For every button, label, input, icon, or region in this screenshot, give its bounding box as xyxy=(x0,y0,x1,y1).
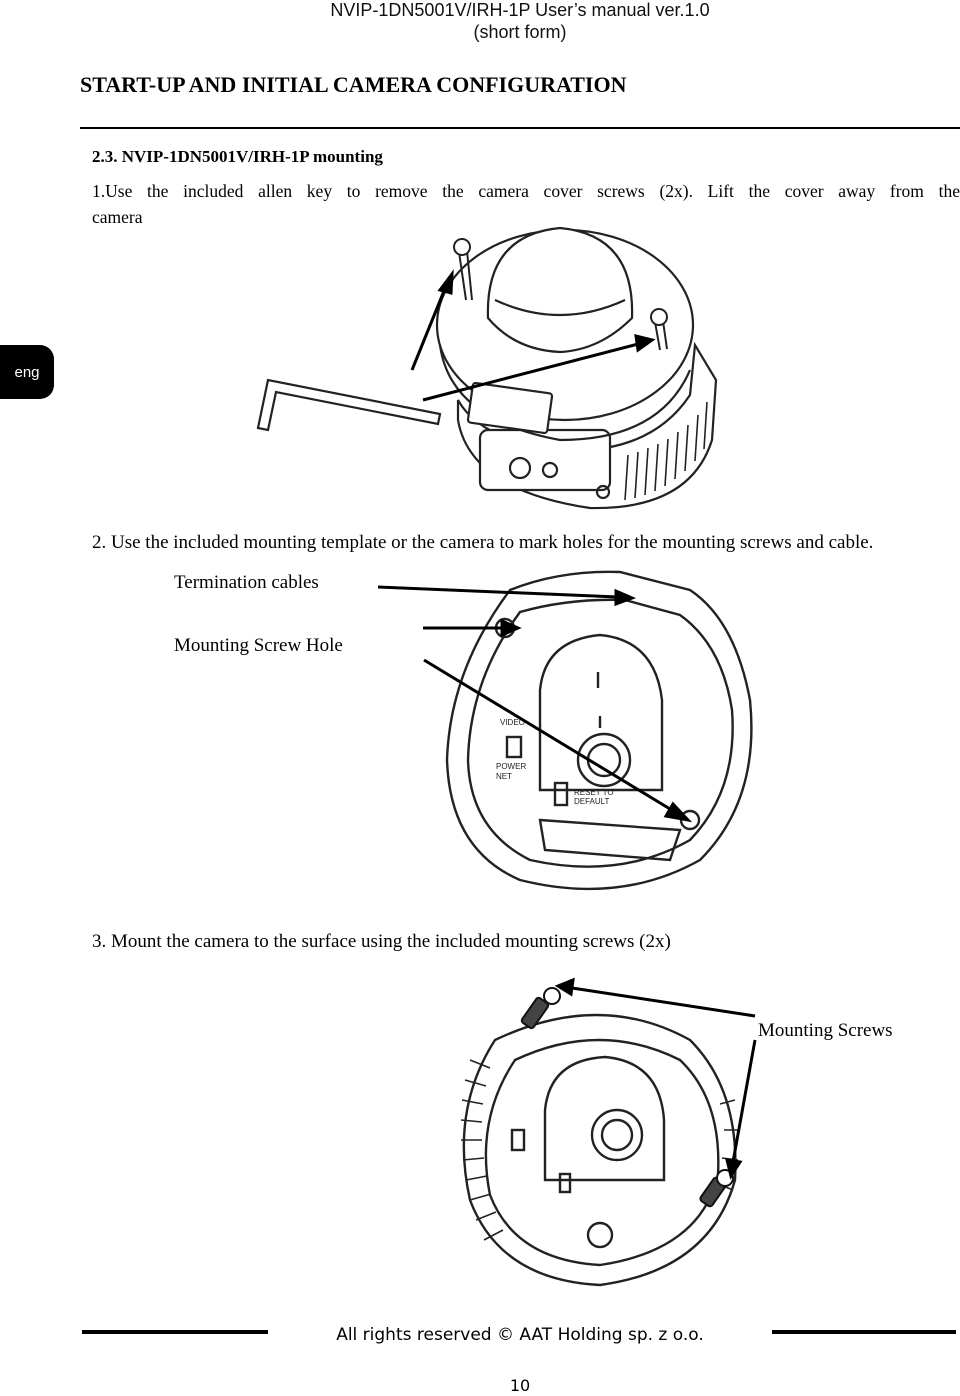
arrow-to-mounting-screw-1 xyxy=(572,988,755,1016)
board-label-power: POWER xyxy=(496,762,527,771)
section-title: START-UP AND INITIAL CAMERA CONFIGURATION xyxy=(80,72,627,97)
manual-header-title: NVIP-1DN5001V/IRH-1P User’s manual ver.1.0 xyxy=(330,0,710,20)
subsection-title: 2.3. NVIP-1DN5001V/IRH-1P mounting xyxy=(92,147,383,166)
footer-rule-right xyxy=(772,1330,956,1334)
termination-cables-label: Termination cables xyxy=(174,572,319,593)
footer-rule-left xyxy=(82,1330,268,1334)
board-label-net: NET xyxy=(496,772,512,781)
board-label-video: VIDEO xyxy=(500,718,525,727)
page-number: 10 xyxy=(509,1376,531,1395)
step1-text-continued: camera xyxy=(92,207,143,227)
language-tab-label: eng xyxy=(14,363,40,381)
step2-text: 2. Use the included mounting template or the camera to mark holes for the mounting screws and cable. xyxy=(92,532,874,553)
board-label-default: DEFAULT xyxy=(574,797,610,806)
mounting-screw-hole-label: Mounting Screw Hole xyxy=(174,635,343,656)
mounting-screws-label: Mounting Screws xyxy=(758,1020,893,1041)
manual-header-subtitle: (short form) xyxy=(473,22,567,42)
board-label-reset: RESET TO xyxy=(574,788,614,797)
step3-text: 3. Mount the camera to the surface using the included mounting screws (2x) xyxy=(92,931,671,952)
step1-text: 1.Use the included allen key to remove the camera cover screws (2x). Lift the cover away from the xyxy=(92,181,960,201)
arrow-to-mounting-screw-2 xyxy=(733,1040,755,1162)
footer-copyright: All rights reserved © AAT Holding sp. z o.o. xyxy=(336,1325,704,1345)
